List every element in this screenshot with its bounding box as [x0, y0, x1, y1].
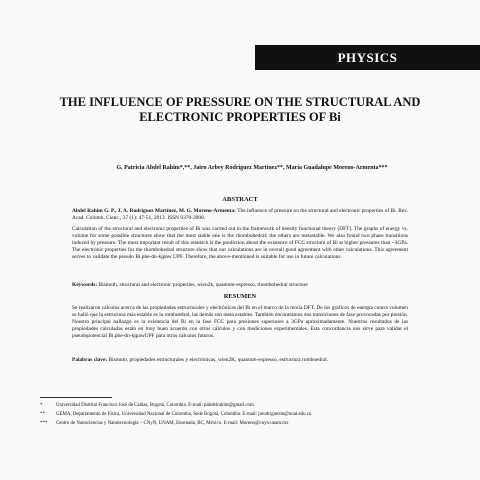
palabras-clave-label: Palabras clave:: [72, 357, 108, 363]
abstract-body: Calculation of the structural and electronic properties of Bi was carried out in the framework of density functional theory (DFT). The graphs of energy vs. volume for some possible structures show that the most stable one is the rhombohedral; the others are metastable. We also found two phase transitions induced by pressure. The most important result of this research is the prediction about the existence of FCC structure of Bi at higher pressures than ~3GPa. The electronic properties for the rhombohedral structure show that our calculations are in overall good agreement with other calculations. This agreement serves to validate the pseudo Bi.pbe-dn-kjpaw UPF. Therefore, the above-mentioned is suitable for use in future calculations.: [72, 226, 408, 260]
abstract-keywords: [72, 282, 408, 289]
palabras-clave-text: Bismuto, propiedades estructurales y electrónicas, wien2K, quantum-espresso, estructura romboedral.: [108, 357, 329, 363]
footnote-mark: **: [40, 412, 45, 417]
citation-details: The influence of pressure on the structural and electronic properties of Bi. Rev. Acad. Colomb. Cienc., 37 (1): 47-51, 2013. ISSN 0370-3908.: [72, 208, 408, 221]
footnote-text: Universidad Distrital Francisco José de Caldas, Bogotá, Colombia. E-mail: pabdelrahim@gmail.com: [56, 403, 254, 408]
footnote-divider: [40, 397, 112, 398]
footnote: [40, 403, 400, 409]
footnote: [40, 412, 400, 418]
abstract-heading: ABSTRACT: [222, 196, 258, 203]
citation: [72, 208, 408, 222]
title-line-2: ELECTRONIC PROPERTIES OF Bi: [139, 110, 341, 124]
footnote-text: Centro de Nanociencias y Nanotecnología – CNyN, UNAM, Ensenada, BC, México. E-mail: Moreno@cnyn.unam.mx: [56, 421, 289, 426]
resumen-heading: RESUMEN: [223, 293, 257, 300]
resumen-body: Se realizaron cálculos acerca de las propiedades estructurales y electrónicas del Bi en el marco de la teoría DFT. De los gráficos de energía contra volumen se halló que la estructura más estable es la romboedral, las demás son meta estables. También encontramos dos transiciones de fase provocadas por presión. Nuestro principal hallazgo es la existencia del Bi en la fase FCC para presiones superiores a 3GPa aproximadamente. Nuestros resultados de las propiedades calculadas están en muy buen acuerdo con otros cálculos y con mediciones experimentales. Esta concordancia nos sirve para validar el pseudopotencial Bi.pbe-dn-kjpawUPF para otros cálculos futuros.: [72, 305, 408, 339]
citation-authors: Abdel Rahim G. P., J. A. Rodríguez Martínez, M. G. Moreno-Armenta:: [72, 208, 236, 214]
footnote-mark: *: [40, 403, 43, 408]
keywords-text: Bismuth, structural and electronic properties, wien2k, quantum-espresso, rhombohedral structure: [98, 282, 308, 288]
title-line-1: THE INFLUENCE OF PRESSURE ON THE STRUCTURAL AND: [59, 95, 421, 109]
keywords-label: Keywords:: [72, 282, 98, 288]
footnote: [40, 421, 400, 427]
footnote-mark: ***: [40, 421, 48, 426]
resumen-keywords: [72, 357, 408, 364]
section-banner: PHYSICS: [255, 45, 480, 70]
paper-title: [30, 95, 450, 125]
footnote-text: GEMA, Departamento de Física, Universidad Nacional de Colombia, Sede Bogotá, Colombia. E-mail: jarodriguezm@unal.edu.co: [56, 412, 312, 417]
author-list: G. Patricia Abdel Rahim*,**, Jairo Arbey Rodríguez Martínez**, María Guadalupe Moreno-Armenta***: [116, 165, 388, 171]
